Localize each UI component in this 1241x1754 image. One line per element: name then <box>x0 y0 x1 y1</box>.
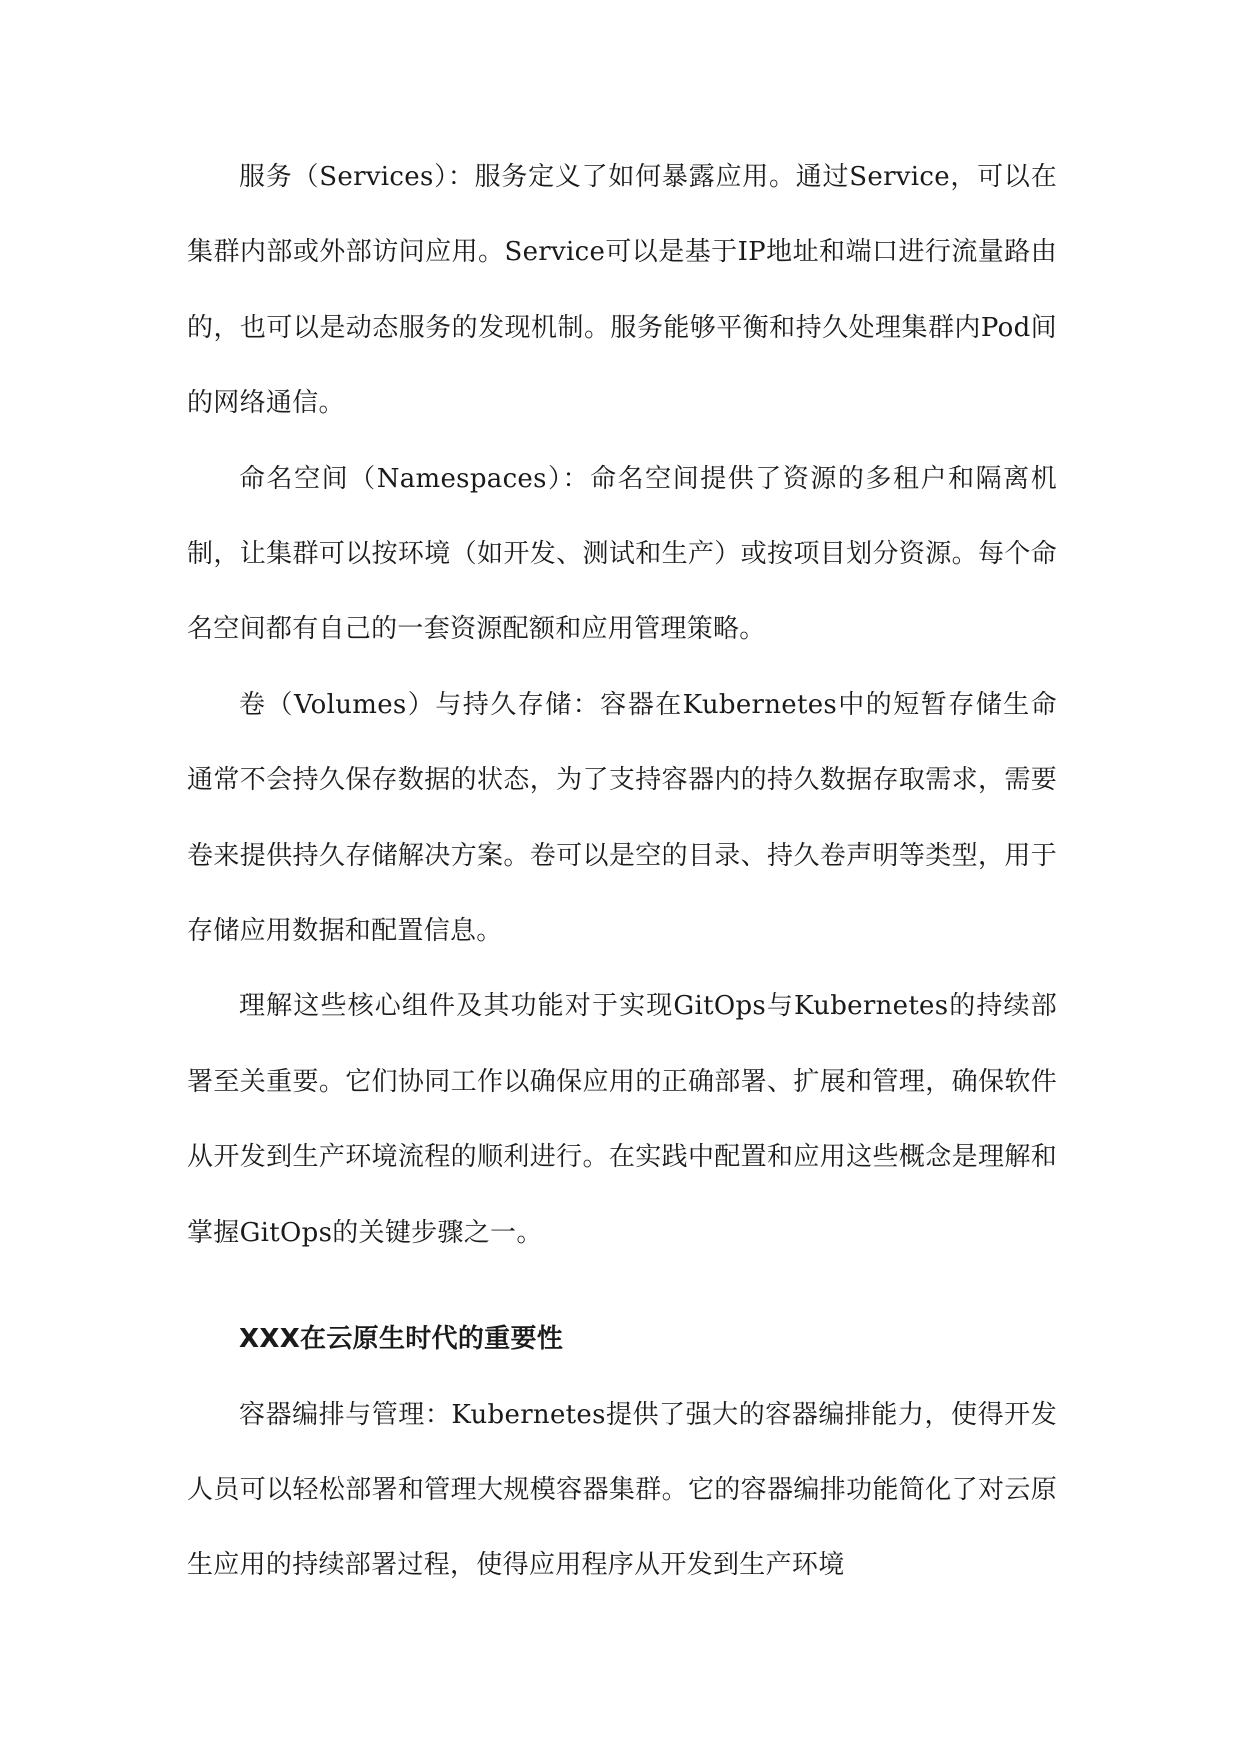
section-heading: XXX在云原生时代的重要性 <box>239 1324 564 1355</box>
paragraph-summary: 理解这些核心组件及其功能对于实现GitOps与Kubernetes的持续部署至关重要。它们协同工作以确保应用的正确部署、扩展和管理，确保软件从开发到生产环境流程的顺利进行。在实践中配置和应用这些概念是理解和掌握GitOps的关键步骤之一。 <box>187 991 1057 1248</box>
paragraph-services: 服务（Services）：服务定义了如何暴露应用。通过Service，可以在集群内部或外部访问应用。Service可以是基于IP地址和端口进行流量路由的，也可以是动态服务的发现机制。服务能够平衡和持久处理集群内Pod间的网络通信。 <box>187 162 1057 419</box>
paragraph-orchestration: 容器编排与管理：Kubernetes提供了强大的容器编排能力，使得开发人员可以轻松部署和管理大规模容器集群。它的容器编排功能简化了对云原生应用的持续部署过程，使得应用程序从开发到生产环境 <box>187 1399 1057 1581</box>
document-body <box>187 140 1057 1604</box>
paragraph-volumes: 卷（Volumes）与持久存储：容器在Kubernetes中的短暂存储生命通常不会持久保存数据的状态，为了支持容器内的持久数据存取需求，需要卷来提供持久存储解决方案。卷可以是空的目录、持久卷声明等类型，用于存储应用数据和配置信息。 <box>187 689 1057 947</box>
paragraph-namespaces: 命名空间（Namespaces）：命名空间提供了资源的多租户和隔离机制，让集群可以按环境（如开发、测试和生产）或按项目划分资源。每个命名空间都有自己的一套资源配额和应用管理策略。 <box>187 463 1057 645</box>
